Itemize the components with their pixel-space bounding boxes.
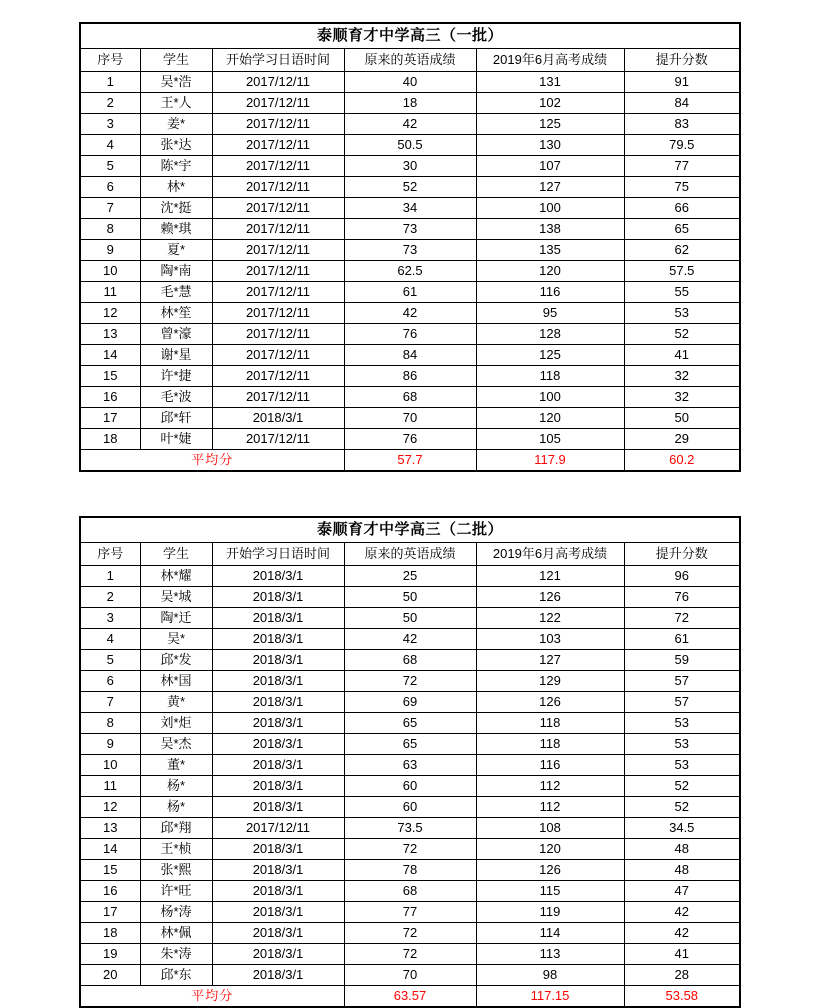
cell-start-date: 2017/12/11 bbox=[212, 345, 344, 366]
average-label: 平均分 bbox=[80, 986, 344, 1008]
table-row bbox=[80, 650, 740, 671]
cell-improvement: 83 bbox=[624, 114, 740, 135]
table-row bbox=[80, 156, 740, 177]
cell-index: 6 bbox=[80, 177, 140, 198]
cell-index: 16 bbox=[80, 387, 140, 408]
cell-student: 陶*南 bbox=[140, 261, 212, 282]
cell-improvement: 34.5 bbox=[624, 818, 740, 839]
table-row bbox=[80, 902, 740, 923]
cell-improvement: 42 bbox=[624, 923, 740, 944]
cell-original-english: 77 bbox=[344, 902, 476, 923]
cell-student: 毛*慧 bbox=[140, 282, 212, 303]
cell-start-date: 2017/12/11 bbox=[212, 818, 344, 839]
cell-start-date: 2018/3/1 bbox=[212, 629, 344, 650]
table-row bbox=[80, 198, 740, 219]
cell-original-english: 72 bbox=[344, 671, 476, 692]
cell-original-english: 50 bbox=[344, 608, 476, 629]
table-row bbox=[80, 429, 740, 450]
cell-original-english: 30 bbox=[344, 156, 476, 177]
table-row bbox=[80, 944, 740, 965]
cell-index: 11 bbox=[80, 776, 140, 797]
cell-original-english: 68 bbox=[344, 387, 476, 408]
table-row bbox=[80, 93, 740, 114]
cell-improvement: 84 bbox=[624, 93, 740, 114]
cell-gaokao-score: 127 bbox=[476, 650, 624, 671]
cell-original-english: 84 bbox=[344, 345, 476, 366]
cell-gaokao-score: 126 bbox=[476, 860, 624, 881]
cell-student: 张*熙 bbox=[140, 860, 212, 881]
cell-gaokao-score: 120 bbox=[476, 408, 624, 429]
cell-gaokao-score: 108 bbox=[476, 818, 624, 839]
cell-gaokao-score: 116 bbox=[476, 282, 624, 303]
cell-start-date: 2017/12/11 bbox=[212, 219, 344, 240]
cell-gaokao-score: 112 bbox=[476, 776, 624, 797]
cell-start-date: 2017/12/11 bbox=[212, 282, 344, 303]
column-header-start-date: 开始学习日语时间 bbox=[212, 543, 344, 566]
cell-index: 2 bbox=[80, 587, 140, 608]
cell-improvement: 48 bbox=[624, 839, 740, 860]
cell-index: 7 bbox=[80, 692, 140, 713]
column-header-student: 学生 bbox=[140, 49, 212, 72]
cell-improvement: 29 bbox=[624, 429, 740, 450]
cell-improvement: 32 bbox=[624, 366, 740, 387]
cell-index: 11 bbox=[80, 282, 140, 303]
cell-gaokao-score: 103 bbox=[476, 629, 624, 650]
table-row bbox=[80, 734, 740, 755]
cell-index: 17 bbox=[80, 408, 140, 429]
cell-gaokao-score: 120 bbox=[476, 839, 624, 860]
table-row bbox=[80, 114, 740, 135]
table-title-row bbox=[80, 517, 740, 543]
table-row bbox=[80, 587, 740, 608]
table-row bbox=[80, 135, 740, 156]
cell-index: 15 bbox=[80, 366, 140, 387]
cell-original-english: 73 bbox=[344, 219, 476, 240]
cell-improvement: 65 bbox=[624, 219, 740, 240]
cell-original-english: 63 bbox=[344, 755, 476, 776]
cell-improvement: 75 bbox=[624, 177, 740, 198]
column-header-gaokao-score: 2019年6月高考成绩 bbox=[476, 49, 624, 72]
cell-gaokao-score: 107 bbox=[476, 156, 624, 177]
cell-student: 王*桢 bbox=[140, 839, 212, 860]
cell-start-date: 2018/3/1 bbox=[212, 755, 344, 776]
table-row bbox=[80, 324, 740, 345]
cell-index: 8 bbox=[80, 713, 140, 734]
cell-improvement: 57.5 bbox=[624, 261, 740, 282]
cell-improvement: 53 bbox=[624, 303, 740, 324]
cell-student: 邱*轩 bbox=[140, 408, 212, 429]
cell-student: 董* bbox=[140, 755, 212, 776]
cell-index: 10 bbox=[80, 261, 140, 282]
cell-gaokao-score: 113 bbox=[476, 944, 624, 965]
table-row bbox=[80, 608, 740, 629]
cell-original-english: 60 bbox=[344, 776, 476, 797]
cell-student: 赖*琪 bbox=[140, 219, 212, 240]
cell-student: 陶*迁 bbox=[140, 608, 212, 629]
cell-original-english: 42 bbox=[344, 114, 476, 135]
cell-start-date: 2018/3/1 bbox=[212, 881, 344, 902]
cell-start-date: 2018/3/1 bbox=[212, 671, 344, 692]
cell-student: 刘*炬 bbox=[140, 713, 212, 734]
cell-improvement: 53 bbox=[624, 755, 740, 776]
cell-original-english: 25 bbox=[344, 566, 476, 587]
cell-original-english: 65 bbox=[344, 734, 476, 755]
cell-start-date: 2018/3/1 bbox=[212, 608, 344, 629]
cell-student: 林*佩 bbox=[140, 923, 212, 944]
cell-student: 杨* bbox=[140, 776, 212, 797]
cell-start-date: 2018/3/1 bbox=[212, 713, 344, 734]
column-header-original-english: 原来的英语成绩 bbox=[344, 543, 476, 566]
table-row bbox=[80, 881, 740, 902]
average-original-english: 63.57 bbox=[344, 986, 476, 1008]
average-label: 平均分 bbox=[80, 450, 344, 472]
table-row bbox=[80, 282, 740, 303]
average-improvement: 53.58 bbox=[624, 986, 740, 1008]
cell-index: 8 bbox=[80, 219, 140, 240]
average-row bbox=[80, 450, 740, 472]
cell-original-english: 70 bbox=[344, 965, 476, 986]
cell-original-english: 70 bbox=[344, 408, 476, 429]
cell-improvement: 57 bbox=[624, 671, 740, 692]
grade-table-batch-1 bbox=[79, 22, 741, 472]
cell-gaokao-score: 100 bbox=[476, 387, 624, 408]
cell-start-date: 2018/3/1 bbox=[212, 965, 344, 986]
cell-gaokao-score: 100 bbox=[476, 198, 624, 219]
cell-student: 吴* bbox=[140, 629, 212, 650]
cell-original-english: 52 bbox=[344, 177, 476, 198]
cell-index: 3 bbox=[80, 608, 140, 629]
cell-original-english: 78 bbox=[344, 860, 476, 881]
table-row bbox=[80, 177, 740, 198]
cell-start-date: 2017/12/11 bbox=[212, 156, 344, 177]
cell-start-date: 2017/12/11 bbox=[212, 240, 344, 261]
table-row bbox=[80, 219, 740, 240]
cell-student: 许*捷 bbox=[140, 366, 212, 387]
grade-table-batch-2 bbox=[79, 516, 741, 1008]
table-row bbox=[80, 240, 740, 261]
cell-gaokao-score: 129 bbox=[476, 671, 624, 692]
cell-student: 邱*发 bbox=[140, 650, 212, 671]
cell-improvement: 41 bbox=[624, 345, 740, 366]
cell-original-english: 72 bbox=[344, 944, 476, 965]
cell-start-date: 2017/12/11 bbox=[212, 261, 344, 282]
cell-gaokao-score: 118 bbox=[476, 734, 624, 755]
cell-improvement: 41 bbox=[624, 944, 740, 965]
cell-improvement: 52 bbox=[624, 324, 740, 345]
table-row bbox=[80, 692, 740, 713]
cell-start-date: 2017/12/11 bbox=[212, 114, 344, 135]
cell-student: 林*国 bbox=[140, 671, 212, 692]
cell-student: 王*人 bbox=[140, 93, 212, 114]
cell-start-date: 2018/3/1 bbox=[212, 923, 344, 944]
table-title-row bbox=[80, 23, 740, 49]
cell-improvement: 50 bbox=[624, 408, 740, 429]
cell-gaokao-score: 95 bbox=[476, 303, 624, 324]
table-block-batch-1 bbox=[79, 22, 739, 472]
table-row bbox=[80, 345, 740, 366]
table-row bbox=[80, 776, 740, 797]
cell-original-english: 61 bbox=[344, 282, 476, 303]
cell-improvement: 76 bbox=[624, 587, 740, 608]
table-title: 泰顺育才中学高三（一批） bbox=[80, 23, 740, 49]
cell-gaokao-score: 138 bbox=[476, 219, 624, 240]
cell-start-date: 2018/3/1 bbox=[212, 692, 344, 713]
column-header-student: 学生 bbox=[140, 543, 212, 566]
cell-improvement: 52 bbox=[624, 776, 740, 797]
cell-index: 9 bbox=[80, 240, 140, 261]
cell-student: 吴*城 bbox=[140, 587, 212, 608]
table-row bbox=[80, 818, 740, 839]
cell-improvement: 57 bbox=[624, 692, 740, 713]
cell-original-english: 73.5 bbox=[344, 818, 476, 839]
cell-improvement: 72 bbox=[624, 608, 740, 629]
cell-gaokao-score: 127 bbox=[476, 177, 624, 198]
cell-student: 杨* bbox=[140, 797, 212, 818]
cell-original-english: 72 bbox=[344, 923, 476, 944]
cell-student: 毛*波 bbox=[140, 387, 212, 408]
average-gaokao-score: 117.15 bbox=[476, 986, 624, 1008]
average-gaokao-score: 117.9 bbox=[476, 450, 624, 472]
cell-index: 14 bbox=[80, 345, 140, 366]
cell-original-english: 50 bbox=[344, 587, 476, 608]
cell-index: 17 bbox=[80, 902, 140, 923]
cell-index: 1 bbox=[80, 72, 140, 93]
cell-gaokao-score: 114 bbox=[476, 923, 624, 944]
cell-index: 3 bbox=[80, 114, 140, 135]
cell-gaokao-score: 116 bbox=[476, 755, 624, 776]
cell-index: 10 bbox=[80, 755, 140, 776]
cell-improvement: 47 bbox=[624, 881, 740, 902]
cell-original-english: 72 bbox=[344, 839, 476, 860]
cell-improvement: 42 bbox=[624, 902, 740, 923]
cell-student: 姜* bbox=[140, 114, 212, 135]
cell-student: 朱*涛 bbox=[140, 944, 212, 965]
cell-index: 12 bbox=[80, 797, 140, 818]
cell-improvement: 62 bbox=[624, 240, 740, 261]
column-header-gaokao-score: 2019年6月高考成绩 bbox=[476, 543, 624, 566]
cell-student: 陈*宇 bbox=[140, 156, 212, 177]
cell-student: 杨*涛 bbox=[140, 902, 212, 923]
cell-start-date: 2017/12/11 bbox=[212, 72, 344, 93]
column-header-start-date: 开始学习日语时间 bbox=[212, 49, 344, 72]
cell-start-date: 2017/12/11 bbox=[212, 177, 344, 198]
cell-gaokao-score: 102 bbox=[476, 93, 624, 114]
cell-original-english: 86 bbox=[344, 366, 476, 387]
cell-original-english: 60 bbox=[344, 797, 476, 818]
cell-student: 沈*挺 bbox=[140, 198, 212, 219]
table-row bbox=[80, 261, 740, 282]
cell-improvement: 91 bbox=[624, 72, 740, 93]
cell-index: 6 bbox=[80, 671, 140, 692]
table-header-row bbox=[80, 49, 740, 72]
cell-original-english: 68 bbox=[344, 650, 476, 671]
cell-index: 4 bbox=[80, 135, 140, 156]
cell-student: 张*达 bbox=[140, 135, 212, 156]
cell-improvement: 66 bbox=[624, 198, 740, 219]
cell-improvement: 52 bbox=[624, 797, 740, 818]
cell-original-english: 65 bbox=[344, 713, 476, 734]
cell-start-date: 2018/3/1 bbox=[212, 650, 344, 671]
cell-improvement: 79.5 bbox=[624, 135, 740, 156]
cell-student: 叶*婕 bbox=[140, 429, 212, 450]
table-row bbox=[80, 72, 740, 93]
cell-gaokao-score: 130 bbox=[476, 135, 624, 156]
cell-start-date: 2017/12/11 bbox=[212, 429, 344, 450]
cell-original-english: 18 bbox=[344, 93, 476, 114]
cell-student: 谢*星 bbox=[140, 345, 212, 366]
cell-gaokao-score: 118 bbox=[476, 366, 624, 387]
cell-index: 18 bbox=[80, 923, 140, 944]
cell-improvement: 96 bbox=[624, 566, 740, 587]
cell-index: 15 bbox=[80, 860, 140, 881]
table-row bbox=[80, 797, 740, 818]
cell-improvement: 32 bbox=[624, 387, 740, 408]
cell-gaokao-score: 115 bbox=[476, 881, 624, 902]
cell-gaokao-score: 105 bbox=[476, 429, 624, 450]
cell-gaokao-score: 119 bbox=[476, 902, 624, 923]
cell-improvement: 77 bbox=[624, 156, 740, 177]
cell-index: 9 bbox=[80, 734, 140, 755]
cell-student: 黄* bbox=[140, 692, 212, 713]
cell-gaokao-score: 126 bbox=[476, 692, 624, 713]
cell-gaokao-score: 131 bbox=[476, 72, 624, 93]
table-header-row bbox=[80, 543, 740, 566]
cell-student: 夏* bbox=[140, 240, 212, 261]
table-row bbox=[80, 860, 740, 881]
cell-student: 邱*东 bbox=[140, 965, 212, 986]
column-header-improvement: 提升分数 bbox=[624, 543, 740, 566]
table-row bbox=[80, 839, 740, 860]
cell-start-date: 2018/3/1 bbox=[212, 902, 344, 923]
cell-improvement: 55 bbox=[624, 282, 740, 303]
cell-original-english: 76 bbox=[344, 429, 476, 450]
cell-original-english: 76 bbox=[344, 324, 476, 345]
table-row bbox=[80, 923, 740, 944]
cell-original-english: 62.5 bbox=[344, 261, 476, 282]
cell-index: 5 bbox=[80, 650, 140, 671]
cell-start-date: 2018/3/1 bbox=[212, 566, 344, 587]
cell-student: 吴*杰 bbox=[140, 734, 212, 755]
cell-index: 2 bbox=[80, 93, 140, 114]
table-row bbox=[80, 671, 740, 692]
cell-start-date: 2017/12/11 bbox=[212, 93, 344, 114]
cell-index: 16 bbox=[80, 881, 140, 902]
cell-original-english: 69 bbox=[344, 692, 476, 713]
cell-gaokao-score: 112 bbox=[476, 797, 624, 818]
cell-start-date: 2018/3/1 bbox=[212, 944, 344, 965]
cell-index: 20 bbox=[80, 965, 140, 986]
cell-student: 吴*浩 bbox=[140, 72, 212, 93]
table-row bbox=[80, 965, 740, 986]
cell-index: 13 bbox=[80, 818, 140, 839]
cell-improvement: 59 bbox=[624, 650, 740, 671]
cell-start-date: 2018/3/1 bbox=[212, 776, 344, 797]
cell-gaokao-score: 125 bbox=[476, 345, 624, 366]
cell-start-date: 2017/12/11 bbox=[212, 198, 344, 219]
cell-original-english: 40 bbox=[344, 72, 476, 93]
cell-start-date: 2018/3/1 bbox=[212, 860, 344, 881]
cell-start-date: 2017/12/11 bbox=[212, 324, 344, 345]
cell-index: 14 bbox=[80, 839, 140, 860]
table-row bbox=[80, 629, 740, 650]
cell-start-date: 2018/3/1 bbox=[212, 734, 344, 755]
cell-gaokao-score: 122 bbox=[476, 608, 624, 629]
cell-start-date: 2017/12/11 bbox=[212, 135, 344, 156]
cell-index: 4 bbox=[80, 629, 140, 650]
cell-original-english: 68 bbox=[344, 881, 476, 902]
column-header-index: 序号 bbox=[80, 543, 140, 566]
table-title: 泰顺育才中学高三（二批） bbox=[80, 517, 740, 543]
cell-student: 林*耀 bbox=[140, 566, 212, 587]
cell-gaokao-score: 128 bbox=[476, 324, 624, 345]
cell-start-date: 2018/3/1 bbox=[212, 587, 344, 608]
cell-index: 18 bbox=[80, 429, 140, 450]
cell-improvement: 28 bbox=[624, 965, 740, 986]
cell-improvement: 53 bbox=[624, 734, 740, 755]
cell-gaokao-score: 120 bbox=[476, 261, 624, 282]
column-header-improvement: 提升分数 bbox=[624, 49, 740, 72]
cell-start-date: 2018/3/1 bbox=[212, 839, 344, 860]
cell-index: 5 bbox=[80, 156, 140, 177]
cell-student: 许*旺 bbox=[140, 881, 212, 902]
cell-improvement: 53 bbox=[624, 713, 740, 734]
cell-improvement: 61 bbox=[624, 629, 740, 650]
cell-gaokao-score: 125 bbox=[476, 114, 624, 135]
table-row bbox=[80, 408, 740, 429]
cell-gaokao-score: 135 bbox=[476, 240, 624, 261]
table-row bbox=[80, 755, 740, 776]
cell-original-english: 34 bbox=[344, 198, 476, 219]
cell-gaokao-score: 118 bbox=[476, 713, 624, 734]
cell-start-date: 2017/12/11 bbox=[212, 366, 344, 387]
cell-index: 1 bbox=[80, 566, 140, 587]
average-row bbox=[80, 986, 740, 1008]
table-row bbox=[80, 566, 740, 587]
cell-original-english: 73 bbox=[344, 240, 476, 261]
cell-student: 林* bbox=[140, 177, 212, 198]
table-row bbox=[80, 713, 740, 734]
cell-start-date: 2017/12/11 bbox=[212, 387, 344, 408]
cell-student: 林*笙 bbox=[140, 303, 212, 324]
average-original-english: 57.7 bbox=[344, 450, 476, 472]
cell-gaokao-score: 98 bbox=[476, 965, 624, 986]
cell-index: 7 bbox=[80, 198, 140, 219]
cell-student: 曾*濠 bbox=[140, 324, 212, 345]
cell-gaokao-score: 121 bbox=[476, 566, 624, 587]
cell-improvement: 48 bbox=[624, 860, 740, 881]
cell-start-date: 2018/3/1 bbox=[212, 408, 344, 429]
cell-start-date: 2018/3/1 bbox=[212, 797, 344, 818]
cell-index: 19 bbox=[80, 944, 140, 965]
column-header-index: 序号 bbox=[80, 49, 140, 72]
cell-original-english: 50.5 bbox=[344, 135, 476, 156]
cell-gaokao-score: 126 bbox=[476, 587, 624, 608]
average-improvement: 60.2 bbox=[624, 450, 740, 472]
cell-start-date: 2017/12/11 bbox=[212, 303, 344, 324]
table-block-batch-2 bbox=[79, 516, 739, 1008]
cell-original-english: 42 bbox=[344, 629, 476, 650]
cell-index: 13 bbox=[80, 324, 140, 345]
table-row bbox=[80, 303, 740, 324]
column-header-original-english: 原来的英语成绩 bbox=[344, 49, 476, 72]
table-row bbox=[80, 366, 740, 387]
cell-student: 邱*翔 bbox=[140, 818, 212, 839]
table-row bbox=[80, 387, 740, 408]
cell-original-english: 42 bbox=[344, 303, 476, 324]
cell-index: 12 bbox=[80, 303, 140, 324]
